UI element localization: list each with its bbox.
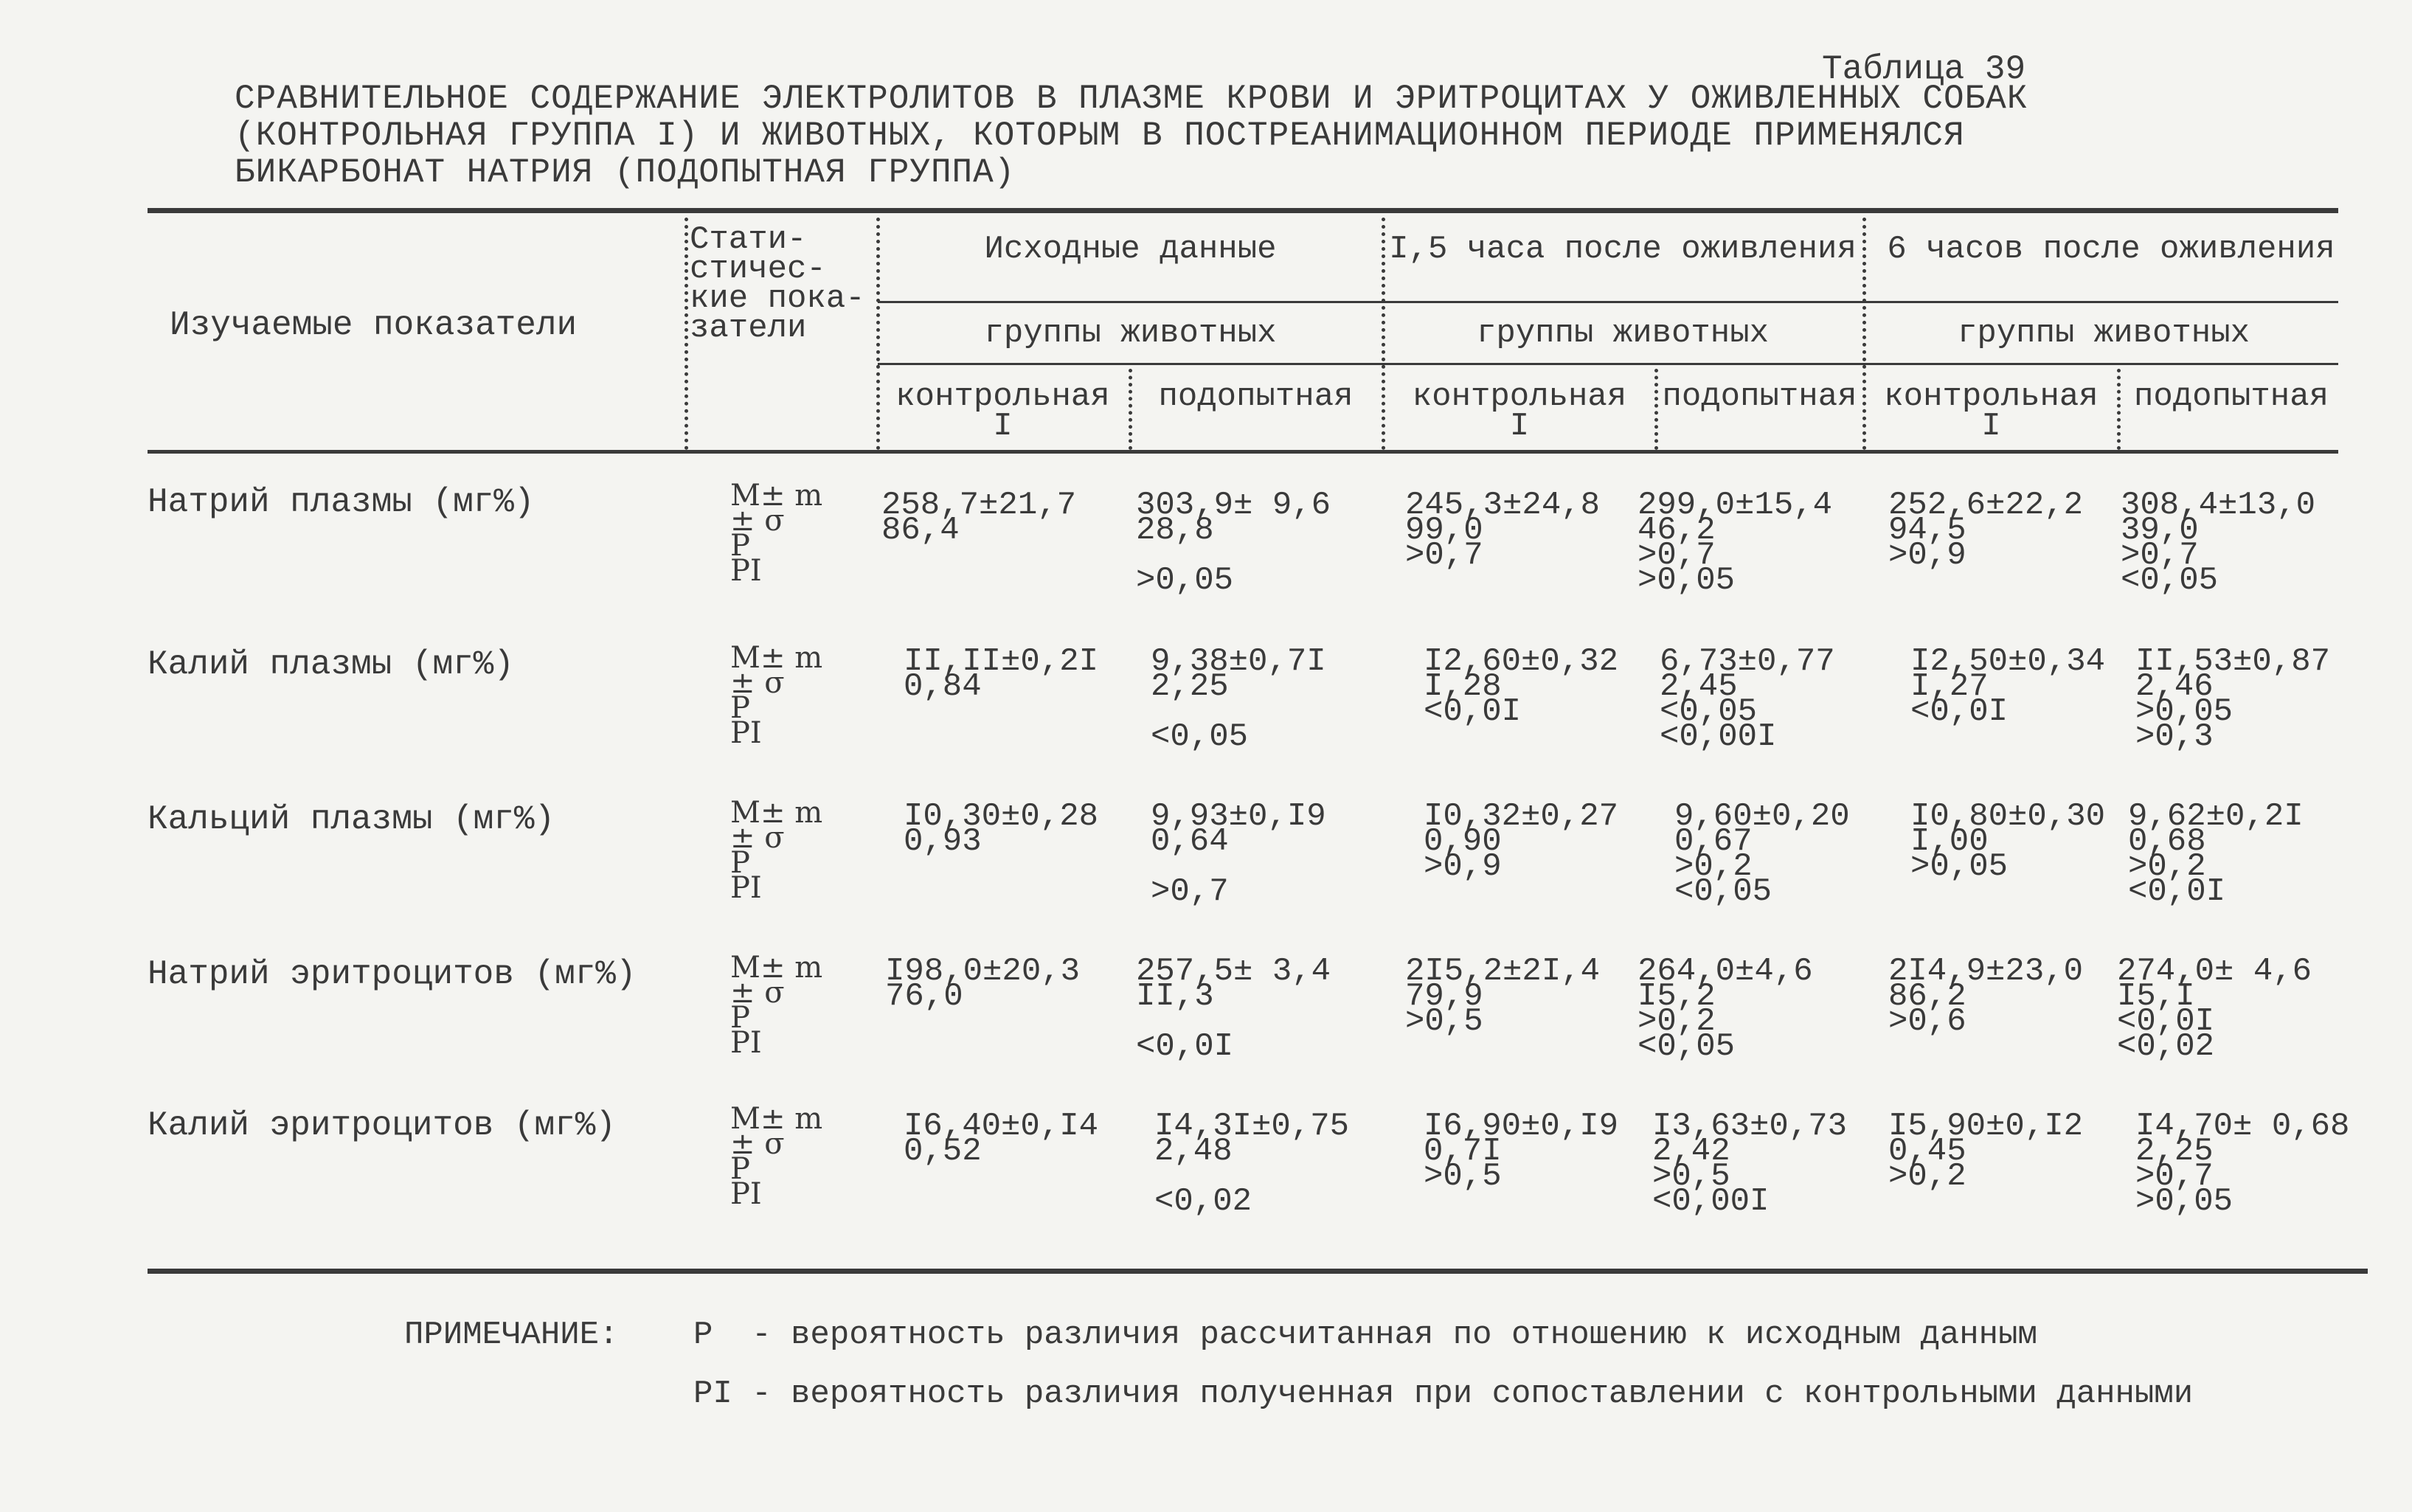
header-groups: группы животных — [1957, 315, 2250, 352]
table-cell: 274,0± 4,6 I5,I <0,0I <0,02 — [2117, 953, 2312, 1065]
table-top-rule — [148, 208, 2338, 213]
table-cell: I0,80±0,30 I,00 >0,05 — [1910, 798, 2106, 885]
note-line-p: P - вероятность различия рассчитанная по отношению к исходным данным — [693, 1317, 2037, 1353]
table-cell: 245,3±24,8 99,0 >0,7 — [1405, 487, 1601, 574]
row-stat: M± m ± σ P PI — [730, 479, 823, 588]
row-name: Натрий плазмы (мг%) — [148, 483, 535, 521]
header-groups: группы животных — [1476, 315, 1770, 352]
header-rule-2 — [878, 363, 2338, 365]
row-name: Кальций плазмы (мг%) — [148, 800, 555, 839]
table-cell: 299,0±15,4 46,2 >0,7 >0,05 — [1638, 487, 1833, 599]
table-cell: 2I4,9±23,0 86,2 >0,6 — [1888, 953, 2084, 1040]
row-stat: M± m ± σ P PI — [730, 641, 823, 750]
row-stat: M± m ± σ P PI — [730, 796, 823, 905]
table-cell: I3,63±0,73 2,42 >0,5 <0,00I — [1652, 1108, 1848, 1220]
table-cell: I0,32±0,27 0,90 >0,9 — [1424, 798, 1619, 885]
table-cell: I98,0±20,3 76,0 — [885, 953, 1081, 1015]
row-stat: M± m ± σ P PI — [730, 1102, 823, 1211]
note-label: ПРИМЕЧАНИЕ: — [404, 1317, 619, 1353]
table-cell: I4,3I±0,75 2,48 <0,02 — [1154, 1108, 1350, 1220]
header-stat: Стати- стичес- кие пока- затели — [690, 221, 865, 347]
header-control: контрольная I — [1884, 378, 2099, 445]
table-bottom-rule — [148, 1269, 2368, 1274]
table-cell: I6,40±0,I4 0,52 — [904, 1108, 1099, 1170]
header-experimental: подопытная — [2133, 378, 2329, 415]
header-period-1-5h: I,5 часа после оживления — [1389, 231, 1857, 268]
col-separator — [1382, 218, 1385, 450]
header-control: контрольная I — [1412, 378, 1627, 445]
header-experimental: подопытная — [1662, 378, 1857, 415]
row-name: Натрий эритроцитов (мг%) — [148, 955, 637, 993]
table-cell: I6,90±0,I9 0,7I >0,5 — [1424, 1108, 1619, 1195]
header-indicators: Изучаемые показатели — [170, 306, 578, 344]
table-cell: I5,90±0,I2 0,45 >0,2 — [1888, 1108, 2084, 1195]
header-period-6h: 6 часов после оживления — [1887, 231, 2335, 268]
table-cell: II,53±0,87 2,46 >0,05 >0,3 — [2135, 643, 2331, 755]
table-cell: I0,30±0,28 0,93 — [904, 798, 1099, 860]
header-bottom-rule — [148, 450, 2338, 454]
col-separator — [685, 218, 688, 450]
table-cell: 303,9± 9,6 28,8 >0,05 — [1136, 487, 1331, 599]
table-cell: 6,73±0,77 2,45 <0,05 <0,00I — [1660, 643, 1835, 755]
table-cell: 9,62±0,2I 0,68 >0,2 <0,0I — [2128, 798, 2304, 910]
col-separator — [1862, 218, 1866, 450]
table-cell: 2I5,2±2I,4 79,9 >0,5 — [1405, 953, 1601, 1040]
table-cell: 257,5± 3,4 II,3 <0,0I — [1136, 953, 1331, 1065]
note-line-p1: PI - вероятность различия полученная при сопоставлении с контрольными данными — [693, 1376, 2194, 1412]
table-cell: II,II±0,2I 0,84 — [904, 643, 1099, 705]
table-cell: I2,60±0,32 I,28 <0,0I — [1424, 643, 1619, 730]
table-cell: I2,50±0,34 I,27 <0,0I — [1910, 643, 2106, 730]
table-cell: I4,70± 0,68 2,25 >0,7 >0,05 — [2135, 1108, 2350, 1220]
table-cell: 252,6±22,2 94,5 >0,9 — [1888, 487, 2084, 574]
header-experimental: подопытная — [1158, 378, 1354, 415]
table-cell: 308,4±13,0 39,0 >0,7 <0,05 — [2121, 487, 2316, 599]
table-cell: 9,60±0,20 0,67 >0,2 <0,05 — [1674, 798, 1850, 910]
row-name: Калий эритроцитов (мг%) — [148, 1106, 616, 1145]
header-rule-1 — [878, 301, 2338, 303]
row-name: Калий плазмы (мг%) — [148, 645, 514, 684]
table-cell: 9,93±0,I9 0,64 >0,7 — [1151, 798, 1326, 910]
title-line-2: (КОНТРОЛЬНАЯ ГРУППА I) И ЖИВОТНЫХ, КОТОРЫМ В ПОСТРЕАНИМАЦИОННОМ ПЕРИОДЕ ПРИМЕНЯЛСЯ — [235, 117, 1965, 155]
table-cell: 9,38±0,7I 2,25 <0,05 — [1151, 643, 1326, 755]
title-line-1: СРАВНИТЕЛЬНОЕ СОДЕРЖАНИЕ ЭЛЕКТРОЛИТОВ В ПЛАЗМЕ КРОВИ И ЭРИТРОЦИТАХ У ОЖИВЛЕННЫХ СОБАК — [235, 80, 2028, 118]
table-cell: 258,7±21,7 86,4 — [881, 487, 1077, 549]
table-cell: 264,0±4,6 I5,2 >0,2 <0,05 — [1638, 953, 1813, 1065]
table-number: Таблица 39 — [1822, 50, 2026, 89]
header-control: контрольная I — [895, 378, 1110, 445]
title-line-3: БИКАРБОНАТ НАТРИЯ (ПОДОПЫТНАЯ ГРУППА) — [235, 153, 1016, 192]
header-period-initial: Исходные данные — [984, 231, 1277, 268]
header-groups: группы животных — [984, 315, 1277, 352]
row-stat: M± m ± σ P PI — [730, 951, 823, 1060]
